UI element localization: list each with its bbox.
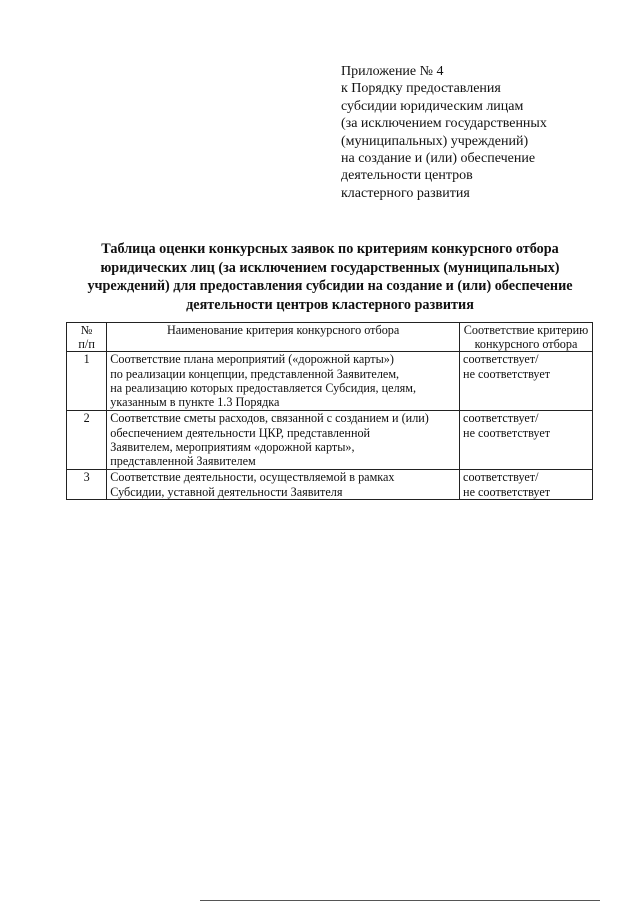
criterion-line: Соответствие деятельности, осуществляемой в рамках (110, 470, 395, 485)
criterion-cell (107, 470, 460, 499)
appendix-line: кластерного развития (341, 185, 470, 201)
criterion-line: по реализации концепции, представленной Заявителем, (110, 366, 400, 381)
criterion-line: указанным в пункте 1.3 Порядка (110, 395, 280, 410)
table-row (67, 470, 593, 499)
row-number: 3 (67, 470, 107, 499)
header-number-line: № (80, 323, 93, 337)
header-compliance-line: Соответствие критерию (463, 323, 589, 337)
compliance-cell (460, 470, 593, 499)
row-number: 1 (67, 352, 107, 411)
compliance-line: соответствует/ (463, 411, 539, 426)
criterion-cell (107, 352, 460, 411)
title-line: юридических лиц (за исключением государственных (муниципальных) (100, 259, 560, 276)
table-row (67, 411, 593, 470)
title-line: деятельности центров кластерного развития (186, 296, 474, 313)
criterion-line: Субсидии, уставной деятельности Заявителя (110, 484, 343, 499)
page-bottom-edge-line (200, 900, 600, 901)
criterion-line: Заявителем, мероприятиям «дорожной карты», (110, 439, 355, 454)
header-number-line: п/п (78, 337, 95, 352)
table-row (67, 352, 593, 411)
criterion-cell (107, 411, 460, 470)
title-line: учреждений) для предоставления субсидии на создание и (или) обеспечение (87, 278, 573, 294)
title-line: Таблица оценки конкурсных заявок по критериям конкурсного отбора (101, 241, 559, 257)
criterion-line: представленной Заявителем (110, 454, 256, 469)
row-number: 2 (67, 411, 107, 470)
criterion-line: на реализацию которых предоставляется Субсидия, целям, (110, 380, 417, 395)
compliance-line: соответствует/ (463, 470, 539, 485)
header-compliance-line: конкурсного отбора (474, 337, 578, 352)
appendix-line: деятельности центров (341, 168, 473, 184)
compliance-cell (460, 352, 593, 411)
compliance-line: не соответствует (463, 425, 551, 440)
criterion-line: Соответствие сметы расходов, связанной с созданием и (или) (110, 411, 429, 426)
table-header-row (67, 323, 593, 352)
appendix-line: к Порядку предоставления (341, 81, 501, 97)
compliance-cell (460, 411, 593, 470)
appendix-line: субсидии юридическим лицам (341, 98, 524, 114)
appendix-line: (за исключением государственных (341, 116, 547, 132)
header-number (67, 323, 107, 352)
criterion-line: Соответствие плана мероприятий («дорожной карты») (110, 352, 394, 367)
appendix-line: (муниципальных) учреждений) (341, 133, 529, 149)
compliance-line: не соответствует (463, 484, 551, 499)
criterion-line: обеспечением деятельности ЦКР, представленной (110, 425, 371, 440)
header-criterion-name: Наименование критерия конкурсного отбора (107, 323, 460, 352)
header-compliance (460, 323, 593, 352)
compliance-line: соответствует/ (463, 352, 539, 367)
appendix-line: на создание и (или) обеспечение (341, 151, 536, 167)
document-title (60, 240, 600, 314)
appendix-reference-block (341, 63, 621, 202)
criteria-table (66, 322, 593, 500)
appendix-line: Приложение № 4 (341, 64, 444, 79)
compliance-line: не соответствует (463, 366, 551, 381)
